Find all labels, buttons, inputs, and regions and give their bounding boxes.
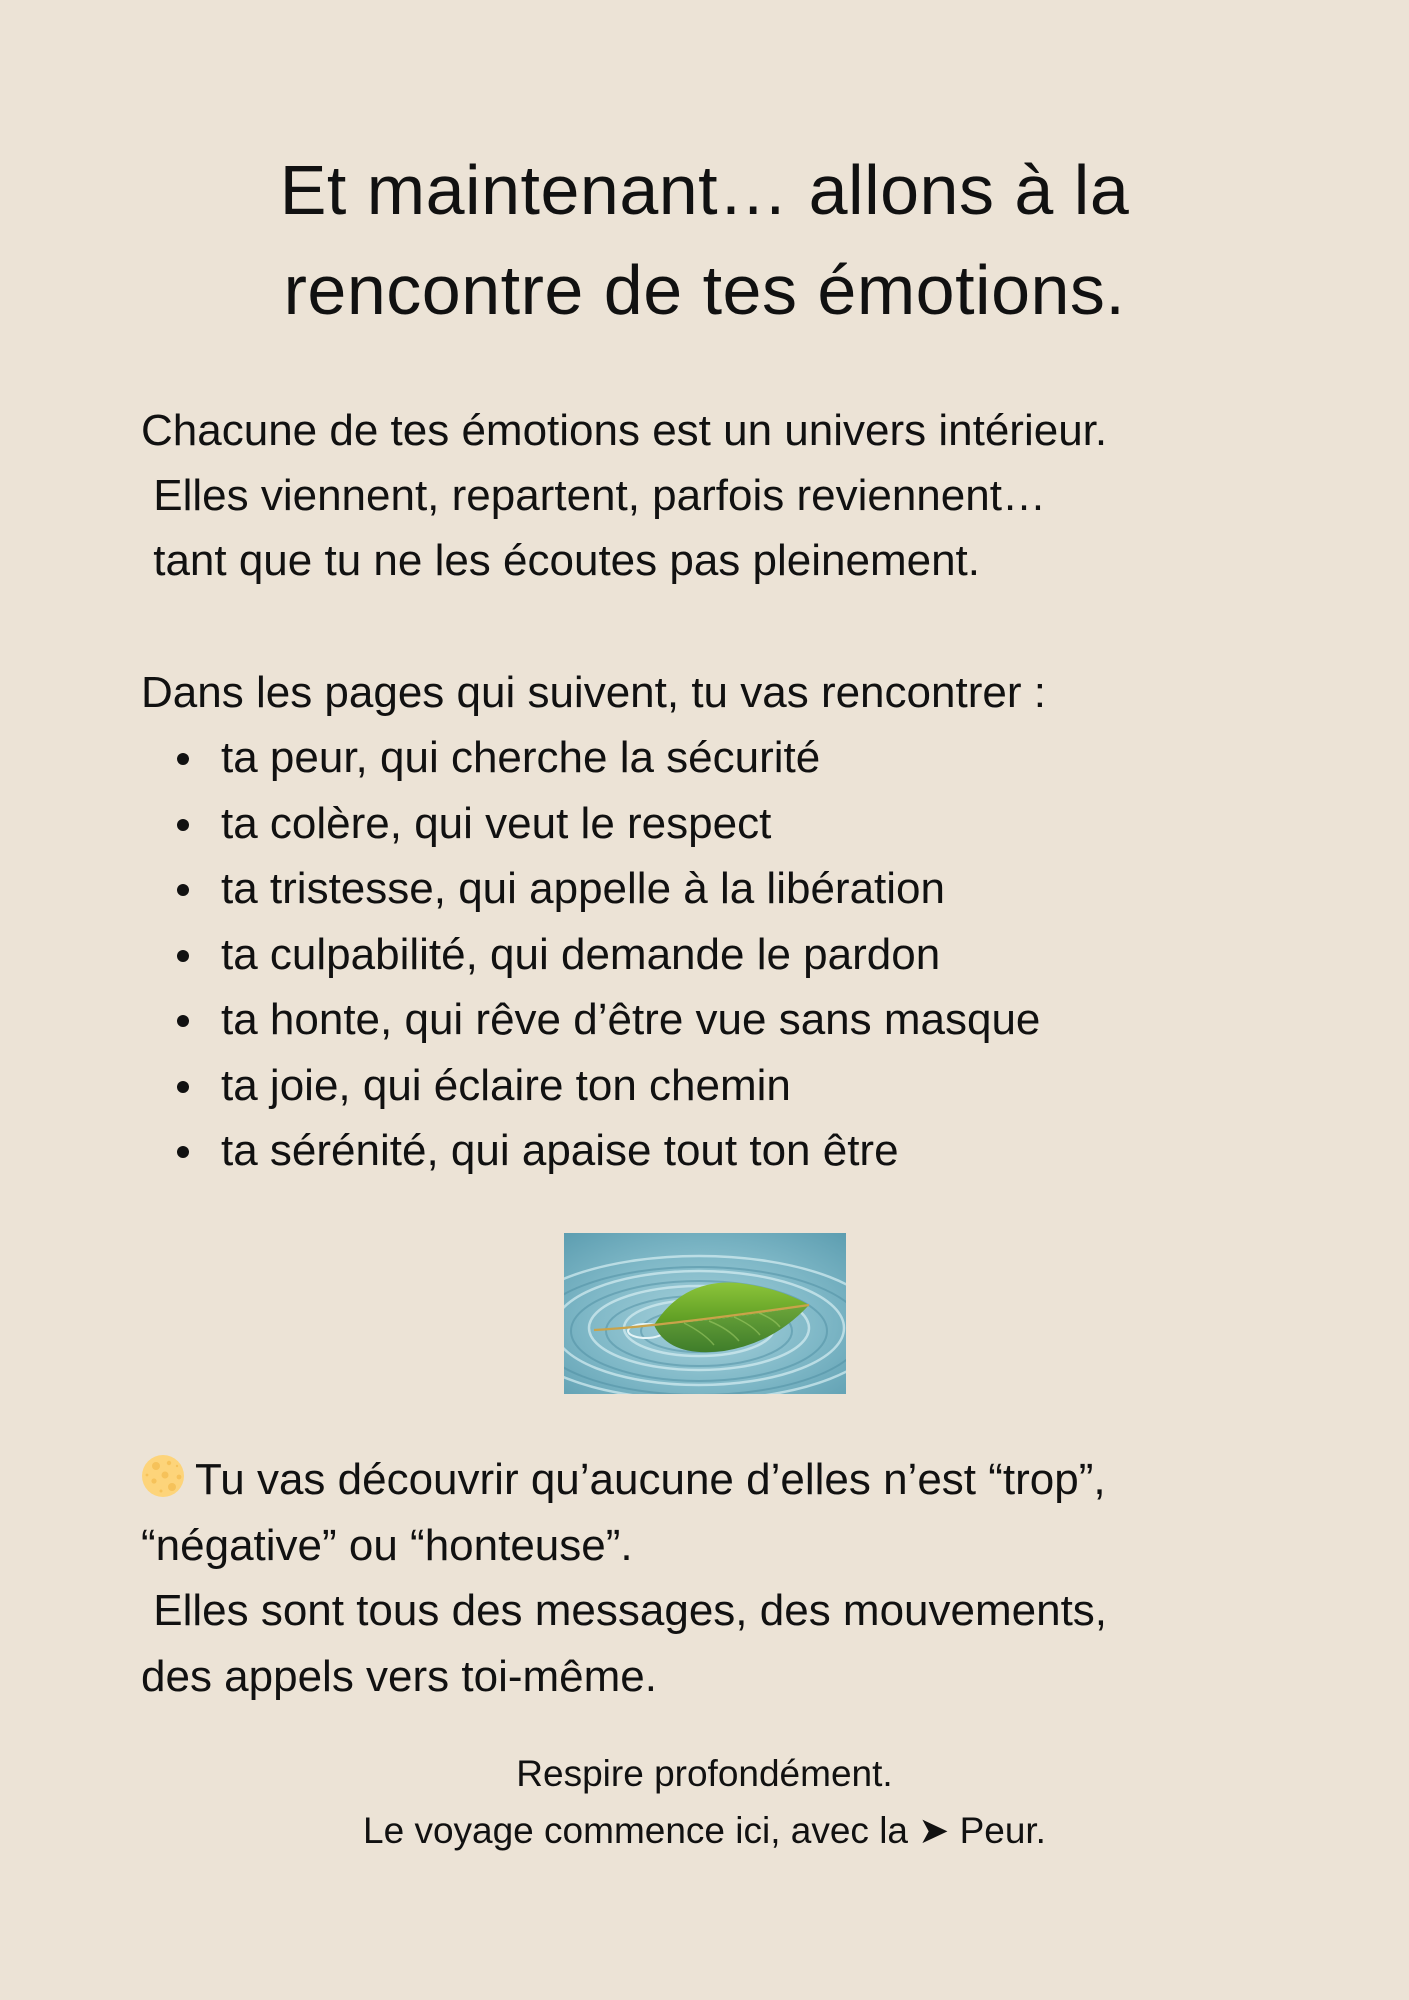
closing-paragraph (141, 1447, 1107, 1709)
intro-line-2: Elles viennent, repartent, parfois reviennent… (141, 471, 1046, 520)
list-item (141, 856, 1040, 922)
closing-line-3: Elles sont tous des messages, des mouvements, (141, 1586, 1108, 1635)
list-item-text: ta peur, qui cherche la sécurité (221, 733, 821, 782)
intro-paragraph (141, 398, 1107, 593)
bullet-icon (177, 753, 189, 765)
title-line-1: Et maintenant… allons à la (279, 151, 1130, 229)
closing-line-1 (141, 1447, 1107, 1513)
closing-line-2: “négative” ou “honteuse”. (141, 1520, 633, 1570)
bullet-icon (177, 950, 189, 962)
full-moon-icon (141, 1454, 185, 1498)
list-item-text: ta culpabilité, qui demande le pardon (221, 929, 941, 979)
bullet-icon (177, 1146, 189, 1158)
intro-line-1: Chacune de tes émotions est un univers intérieur. (141, 406, 1108, 455)
list-item (141, 1053, 1040, 1119)
title-line-2: rencontre de tes émotions. (283, 251, 1126, 329)
list-item-text: ta tristesse, qui appelle à la libération (221, 864, 945, 913)
list-item (141, 725, 1040, 791)
leaf-icon (564, 1233, 846, 1394)
bullet-icon (177, 1015, 189, 1027)
list-item-text: ta sérénité, qui apaise tout ton être (221, 1126, 899, 1175)
footer-line-1: Respire profondément. (516, 1753, 893, 1794)
list-item (141, 987, 1040, 1053)
footer-line-2: Le voyage commence ici, avec la ➤ Peur. (363, 1810, 1046, 1851)
closing-line-4: des appels vers toi-même. (141, 1651, 657, 1701)
emotion-list (141, 725, 1040, 1184)
list-item (141, 922, 1040, 988)
page-title (0, 140, 1409, 340)
list-intro: Dans les pages qui suivent, tu vas rencontrer : (141, 668, 1046, 717)
bullet-icon (177, 884, 189, 896)
bullet-icon (177, 819, 189, 831)
footer-note (0, 1745, 1409, 1859)
list-item-text: ta colère, qui veut le respect (221, 798, 772, 848)
list-item-text: ta joie, qui éclaire ton chemin (221, 1060, 791, 1110)
bullet-icon (177, 1081, 189, 1093)
list-item (141, 791, 1040, 857)
leaf-on-water-image (564, 1233, 846, 1394)
intro-line-3: tant que tu ne les écoutes pas pleinement. (141, 536, 981, 585)
list-item (141, 1118, 1040, 1184)
closing-line-1-text: Tu vas découvrir qu’aucune d’elles n’est “trop”, (195, 1455, 1106, 1504)
list-item-text: ta honte, qui rêve d’être vue sans masque (221, 995, 1041, 1044)
